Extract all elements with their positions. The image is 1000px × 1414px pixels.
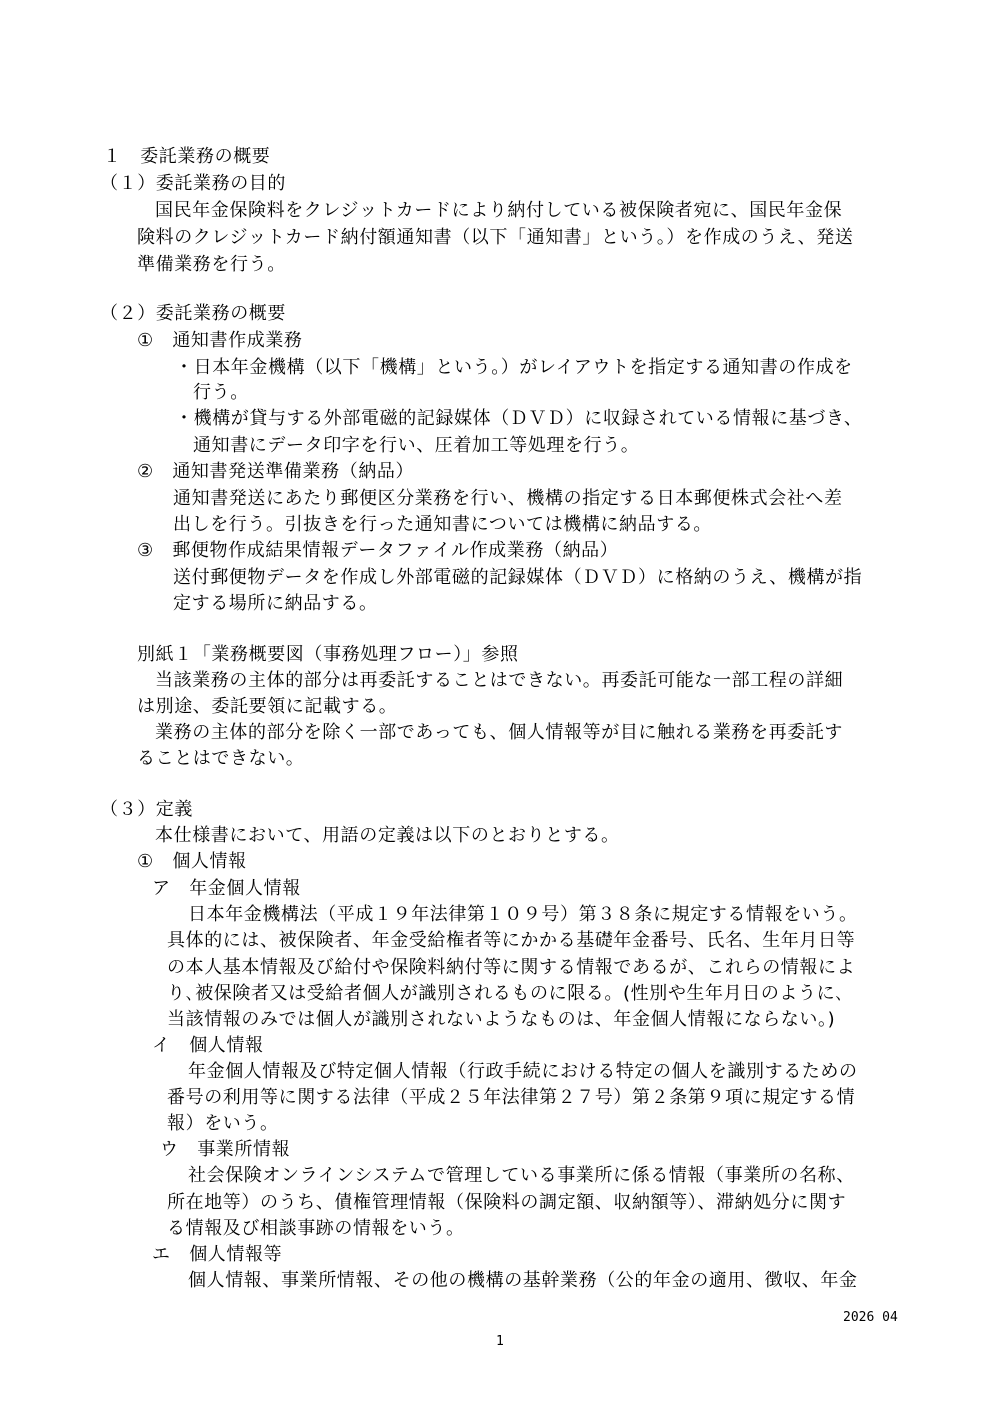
definition-e-body-line: 個人情報、事業所情報、その他の機構の基幹業務（公的年金の適用、徴収、年金	[188, 1270, 858, 1291]
definition-a-body-line: 当該情報のみでは個人が識別されないようなものは、年金個人情報にならない。)	[167, 1009, 836, 1030]
definition-i-body-line: 年金個人情報及び特定個人情報（行政手続における特定の個人を識別するための	[188, 1061, 858, 1082]
section-2-paragraph-line: 当該業務の主体的部分は再委託することはできない。再委託可能な一部工程の詳細	[155, 670, 844, 691]
section-1-body-line: 険料のクレジットカード納付額通知書（以下「通知書」という。）を作成のうえ、発送	[137, 227, 854, 248]
section-3-item-1-title: ① 個人情報	[137, 851, 247, 872]
definition-a-body-line: 具体的には、被保険者、年金受給権者等にかかる基礎年金番号、氏名、生年月日等	[167, 930, 856, 951]
definition-a-body-line: り､被保険者又は受給者個人が識別されるものに限る。(性別や生年月日のように､	[167, 983, 845, 1004]
section-2-item-3-title: ③ 郵便物作成結果情報データファイル作成業務（納品）	[137, 540, 619, 561]
section-2-item-2-title: ② 通知書発送準備業務（納品）	[137, 461, 415, 482]
section-heading-1: １ 委託業務の概要	[103, 146, 271, 167]
definition-u-title: ウ 事業所情報	[160, 1139, 291, 1160]
definition-a-title: ア 年金個人情報	[152, 878, 301, 899]
section-2-item-3-body-line: 定する場所に納品する。	[173, 593, 378, 614]
attachment-reference: 別紙１「業務概要図（事務処理フロー）」参照	[137, 644, 519, 665]
footer-date: 2026 04	[843, 1310, 898, 1325]
section-2-item-3-body-line: 送付郵便物データを作成し外部電磁的記録媒体（ＤＶＤ）に格納のうえ、機構が指	[173, 567, 863, 588]
definition-i-body-line: 報）をいう。	[167, 1113, 279, 1134]
section-2-title: （２）委託業務の概要	[100, 303, 286, 324]
definition-e-title: エ 個人情報等	[152, 1244, 283, 1265]
section-2-item-1-bullet-cont: 通知書にデータ印字を行い、圧着加工等処理を行う。	[193, 435, 640, 456]
section-1-body-line: 国民年金保険料をクレジットカードにより納付している被保険者宛に、国民年金保	[155, 200, 843, 221]
definition-u-body-line: 所在地等）のうち、債権管理情報（保険料の調定額、収納額等）、滞納処分に関す	[167, 1192, 847, 1213]
section-2-item-1-bullet: ・日本年金機構（以下「機構」という。）がレイアウトを指定する通知書の作成を	[175, 357, 853, 378]
section-2-item-2-body-line: 出しを行う。引抜きを行った通知書については機構に納品する。	[173, 514, 713, 535]
section-1-title: （１）委託業務の目的	[100, 173, 286, 194]
section-2-item-1-title: ① 通知書作成業務	[137, 330, 303, 351]
section-3-title: （３）定義	[100, 799, 193, 820]
definition-i-title: イ 個人情報	[152, 1035, 264, 1056]
definition-u-body-line: る情報及び相談事跡の情報をいう。	[167, 1218, 465, 1239]
section-2-item-1-bullet: ・機構が貸与する外部電磁的記録媒体（ＤＶＤ）に収録されている情報に基づき、	[175, 408, 863, 429]
section-2-paragraph-line: 業務の主体的部分を除く一部であっても、個人情報等が目に触れる業務を再委託す	[155, 722, 844, 743]
section-2-item-1-bullet-cont: 行う。	[193, 382, 249, 403]
section-2-paragraph-line: ることはできない。	[137, 748, 305, 769]
section-2-paragraph-line: は別途、委託要領に記載する。	[137, 696, 398, 717]
definition-a-body-line: の本人基本情報及び給付や保険料納付等に関する情報であるが、これらの情報によ	[167, 957, 856, 978]
section-2-item-2-body-line: 通知書発送にあたり郵便区分業務を行い、機構の指定する日本郵便株式会社へ差	[173, 488, 843, 509]
definition-u-body-line: 社会保険オンラインシステムで管理している事業所に係る情報（事業所の名称、	[188, 1165, 855, 1186]
section-3-intro: 本仕様書において、用語の定義は以下のとおりとする。	[155, 825, 620, 846]
page-number: 1	[496, 1334, 504, 1349]
section-1-body-line: 準備業務を行う。	[137, 254, 286, 275]
definition-i-body-line: 番号の利用等に関する法律（平成２５年法律第２７号）第２条第９項に規定する情	[167, 1087, 856, 1108]
definition-a-body-line: 日本年金機構法（平成１９年法律第１０９号）第３８条に規定する情報をいう。	[188, 904, 858, 925]
